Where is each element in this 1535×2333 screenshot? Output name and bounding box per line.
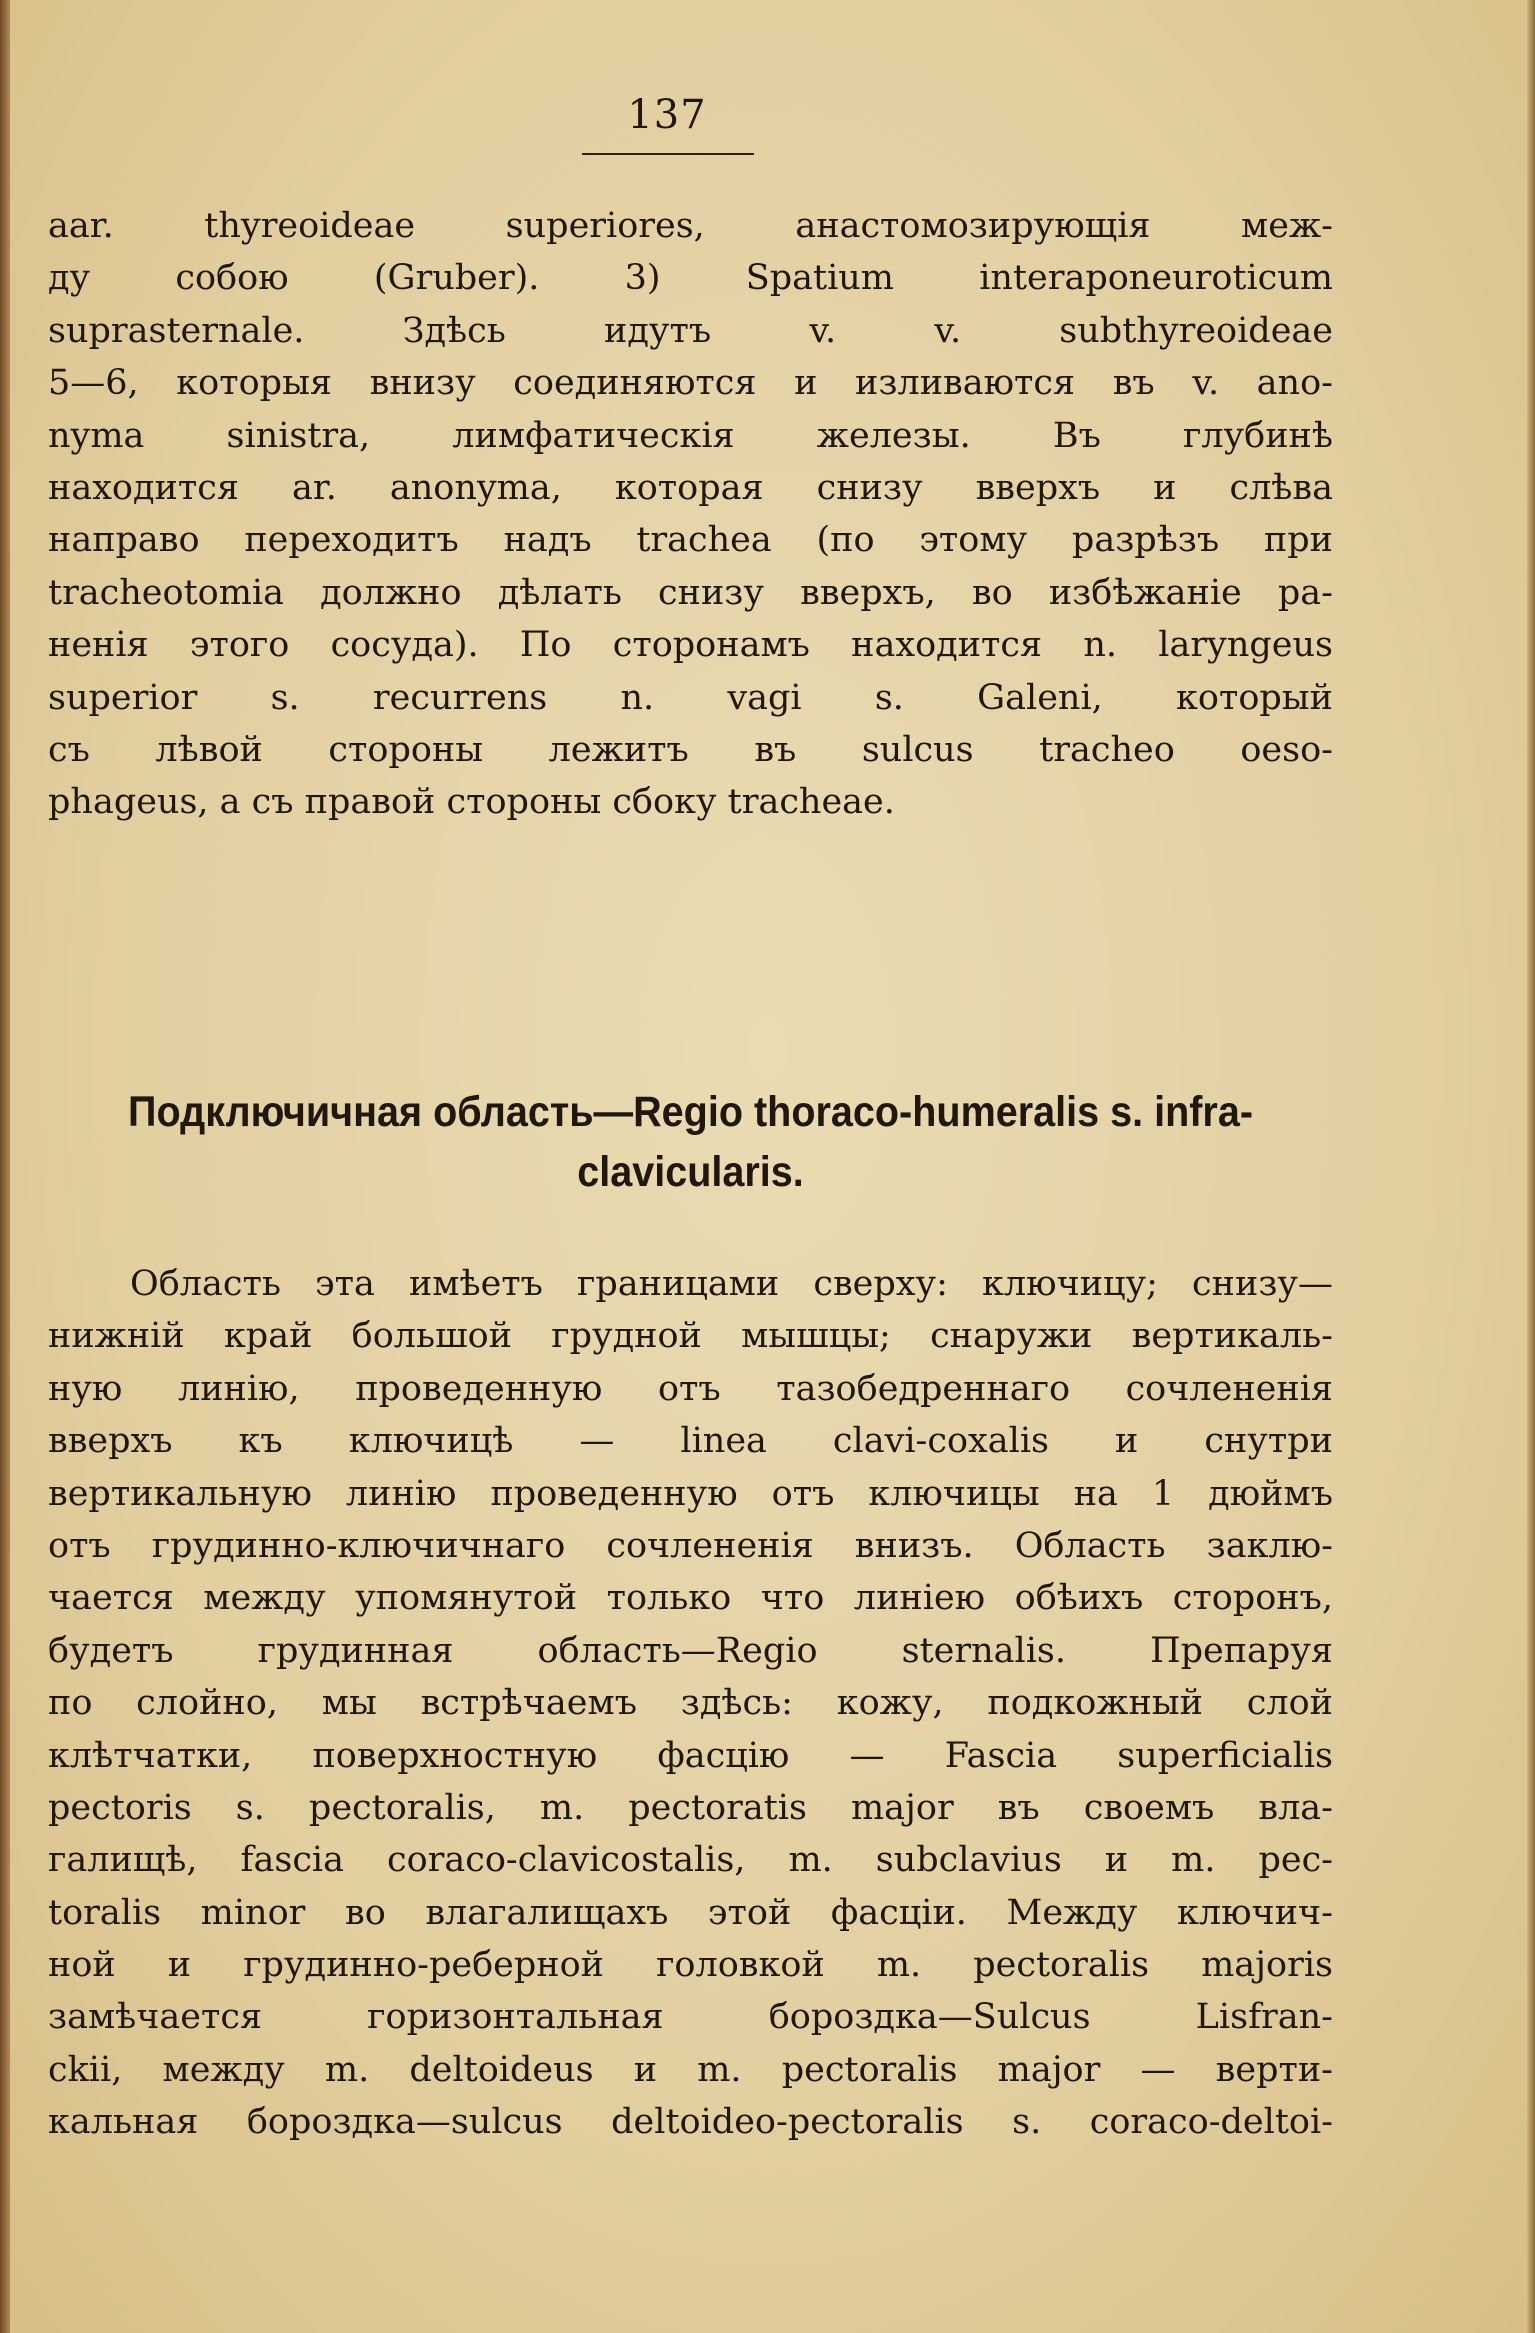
page-binding-edge [0,0,10,2333]
text-line: Область эта имѣетъ границами сверху: ключицу; снизу— [130,1264,1333,1304]
text-line: замѣчается горизонтальная бороздка—Sulcus Lisfran- [48,1997,1333,2038]
text-line: кальная бороздка—sulcus deltoideo-pectoralis s. coraco-deltoi- [48,2102,1333,2143]
text-line: ду собою (Gruber). 3) Spatium interaponeuroticum [48,258,1333,299]
text-line: tracheotomia должно дѣлать снизу вверхъ, во избѣжаніе ра- [48,572,1333,613]
text-line: направо переходитъ надъ trachea (по этому разрѣзъ при [48,520,1333,561]
text-line: вертикальную линію проведенную отъ ключицы на 1 дюймъ [48,1473,1333,1514]
paragraph-continuation [48,200,1333,829]
page-number-rule [582,153,754,155]
text-line: отъ грудинно-ключичнаго сочлененія внизъ. Область заклю- [48,1525,1333,1566]
text-line: phageus, а съ правой стороны сбоку tracheae. [48,782,895,823]
text-line: клѣтчатки, поверхностную фасцію — Fascia superficialis [48,1735,1333,1776]
text-line: superior s. recurrens n. vagi s. Galeni, который [48,677,1333,718]
text-line: toralis minor во влагалищахъ этой фасціи. Между ключич- [48,1892,1333,1933]
text-line: ную линію, проведенную отъ тазобедреннаго сочлененія [48,1368,1333,1409]
text-line: чается между упомянутой только что линіею обѣихъ сторонъ, [48,1578,1333,1619]
page-number: 137 [627,92,707,138]
section-heading-line: Подключичная область—Regio thoraco-humeralis s. infra- [128,1088,1253,1136]
text-line: suprasternale. Здѣсь идутъ v. v. subthyreoideae [48,310,1333,351]
text-line: съ лѣвой стороны лежитъ въ sulcus tracheo oeso- [48,729,1333,770]
text-line: галищѣ, fascia coraco-clavicostalis, m. subclavius и m. pec- [48,1840,1333,1881]
text-line: ckii, между m. deltoideus и m. pectoralis major — верти- [48,2049,1333,2090]
text-line: ненія этого сосуда). По сторонамъ находится n. laryngeus [48,625,1333,666]
text-line: нижній край большой грудной мышцы; снаружи вертикаль- [48,1316,1333,1357]
page-outer-edge [1527,0,1535,2333]
text-line: находится ar. anonyma, которая снизу вверхъ и слѣва [48,467,1333,508]
text-line: по слойно, мы встрѣчаемъ здѣсь: кожу, подкожный слой [48,1683,1333,1724]
section-paragraph [48,1258,1333,2149]
text-line: nyma sinistra, лимфатическія железы. Въ глубинѣ [48,415,1333,456]
section-heading [99,1082,1281,1202]
text-line: будетъ грудинная область—Regio sternalis. Препаруя [48,1630,1333,1671]
text-line: aar. thyreoideae superiores, анастомозирующія меж- [48,206,1333,246]
text-line: ной и грудинно-реберной головкой m. pectoralis majoris [48,1945,1333,1986]
text-line: вверхъ къ ключицѣ — linea clavi-coxalis и снутри [48,1421,1333,1462]
text-line: 5—6, которыя внизу соединяются и изливаются въ v. ano- [48,363,1333,404]
section-heading-line: clavicularis. [577,1148,804,1196]
text-line: pectoris s. pectoralis, m. pectoratis major въ своемъ вла- [48,1787,1333,1828]
